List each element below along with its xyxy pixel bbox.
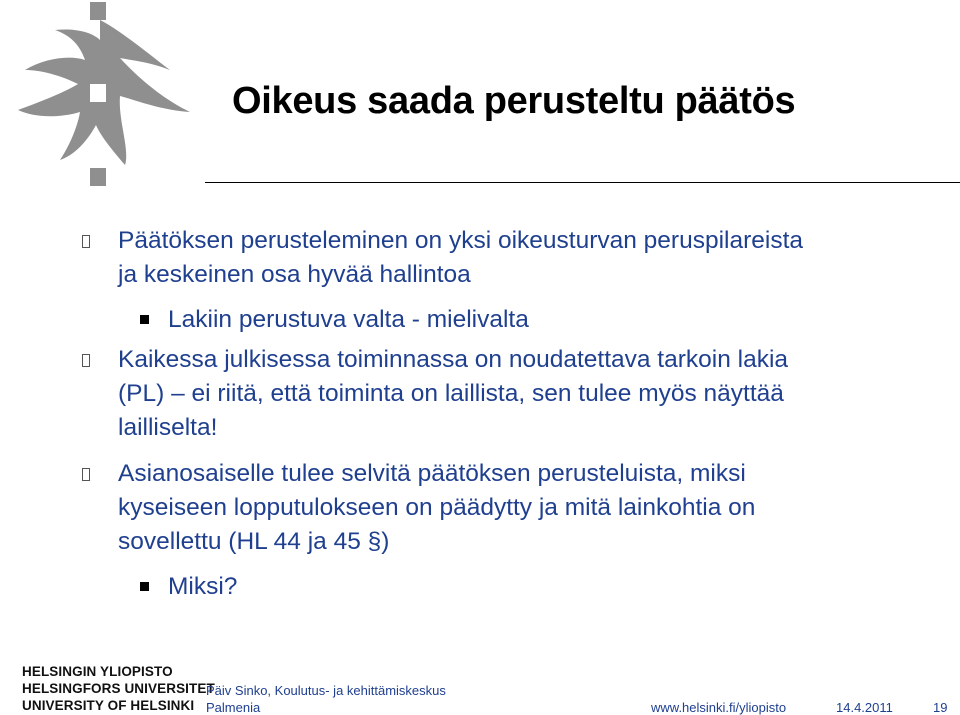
bullet-marker-icon [82,354,90,367]
university-name-fi: HELSINGIN YLIOPISTO [22,664,173,679]
bullet-line: lailliselta! [118,414,218,441]
footer-unit: Palmenia [206,700,261,715]
university-flame-logo-icon [0,0,205,200]
bullet-line: Asianosaiselle tulee selvitä päätöksen perusteluista, miksi [118,460,746,487]
slide-title: Oikeus saada perusteltu päätös [232,80,796,122]
sub-bullet-marker-icon [140,582,149,591]
university-name-sv: HELSINGFORS UNIVERSITET [22,681,215,696]
bullet-line: ja keskeinen osa hyvää hallintoa [118,261,471,288]
bullet-marker-icon [82,235,90,248]
bullet-item [118,343,918,445]
bullet-line: Lakiin perustuva valta - mielivalta [168,306,529,333]
bullet-line: kyseiseen lopputulokseen on päädytty ja mitä lainkohtia on [118,494,756,521]
bullet-line: sovellettu (HL 44 ja 45 §) [118,528,390,555]
bullet-item [118,457,918,559]
bullet-line: Päätöksen perusteleminen on yksi oikeusturvan peruspilareista [118,227,804,254]
bullet-line: Kaikessa julkisessa toiminnassa on noudatettava tarkoin lakia [118,346,789,373]
sub-bullet-item [168,570,928,604]
bullet-item [118,224,918,292]
footer-date: 14.4.2011 [836,700,893,715]
footer-author: Päiv Sinko, Koulutus- ja kehittämiskeskus [206,683,446,698]
bullet-line: (PL) – ei riitä, että toiminta on laillista, sen tulee myös näyttää [118,380,784,407]
sub-bullet-marker-icon [140,315,149,324]
page-number: 19 [933,700,948,715]
footer-url[interactable]: www.helsinki.fi/yliopisto [651,700,787,715]
university-name-en: UNIVERSITY OF HELSINKI [22,698,195,713]
bullet-marker-icon [82,468,90,481]
sub-bullet-item [168,303,928,337]
bullet-line: Miksi? [168,573,238,600]
title-divider [205,182,960,183]
